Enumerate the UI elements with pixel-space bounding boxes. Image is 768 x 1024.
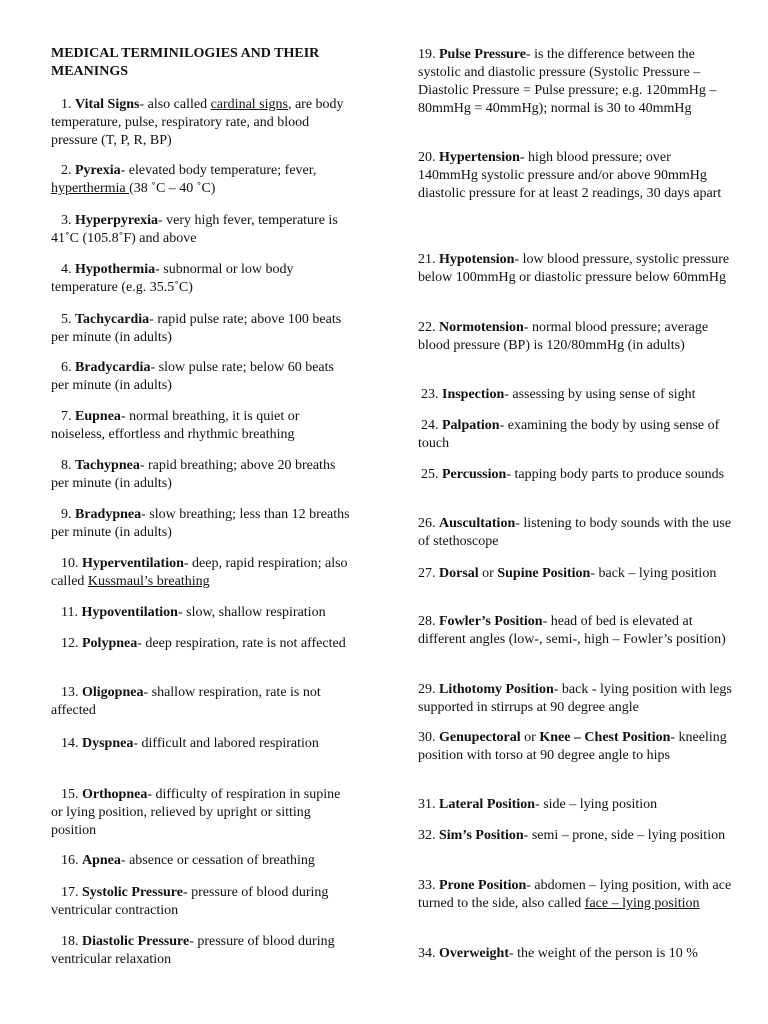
entry-term: Bradycardia <box>75 360 151 375</box>
entry-term: Normotension <box>439 320 524 335</box>
entry-term: Dyspnea <box>82 736 134 751</box>
glossary-entry-20 <box>418 149 734 203</box>
glossary-entry-32 <box>418 827 734 845</box>
glossary-entry-21 <box>418 251 734 287</box>
entry-definition: - normal blood pressure; average blood pressure (BP) is 120/80mmHg (in adults) <box>418 320 709 353</box>
entry-term: Hypertension <box>439 150 520 165</box>
glossary-entry-31 <box>418 796 734 814</box>
glossary-entry-33 <box>418 877 734 913</box>
entry-term: Oligopnea <box>82 685 144 700</box>
entry-number: 14. <box>61 736 79 751</box>
entry-term: Supine Position <box>497 566 591 581</box>
entry-definition: - slow, shallow respiration <box>177 605 326 620</box>
entry-definition: - abdomen – lying position, with ace turned to the side, also called <box>418 878 732 911</box>
entry-synonym: face – lying position <box>584 896 700 911</box>
entry-term: Pyrexia <box>75 163 121 178</box>
entry-term: Apnea <box>82 853 121 868</box>
entry-number: 23. <box>421 387 439 402</box>
entry-definition: - assessing by using sense of sight <box>504 387 696 402</box>
entry-term: Sim’s Position <box>439 828 524 843</box>
entry-number: 17. <box>61 885 79 900</box>
entry-number: 22. <box>418 320 436 335</box>
entry-definition: - listening to body sounds with the use of stethoscope <box>418 516 732 549</box>
entry-definition: (38 ˚C – 40 ˚C) <box>129 181 216 196</box>
entry-definition: - high blood pressure; over 140mmHg systolic pressure and/or above 90mmHg diastolic pressure for at least 2 readings, 30 days apart <box>418 150 722 201</box>
glossary-entry-9 <box>51 506 351 542</box>
entry-definition: - normal breathing, it is quiet or noiseless, effortless and rhythmic breathing <box>51 409 300 442</box>
glossary-entry-28 <box>418 613 734 649</box>
entry-number: 20. <box>418 150 436 165</box>
entry-definition: - tapping body parts to produce sounds <box>506 467 725 482</box>
entry-number: 21. <box>418 252 436 267</box>
entry-number: 4. <box>61 262 72 277</box>
entry-synonym: cardinal signs <box>210 97 288 112</box>
entry-synonym: hyperthermia <box>51 181 130 196</box>
entry-number: 16. <box>61 853 79 868</box>
entry-definition: - kneeling position with torso at 90 degree angle to hips <box>418 730 727 763</box>
glossary-entry-15 <box>51 786 351 840</box>
entry-term: Hyperventilation <box>82 556 184 571</box>
entry-term: Systolic Pressure <box>82 885 183 900</box>
entry-term: Tachycardia <box>75 312 150 327</box>
entry-definition: - deep respiration, rate is not affected <box>137 636 346 651</box>
entry-term: Knee – Chest Position <box>539 730 671 745</box>
glossary-entry-25 <box>418 466 734 484</box>
entry-definition: - very high fever, temperature is 41˚C (105.8˚F) and above <box>51 213 338 246</box>
entry-number: 26. <box>418 516 436 531</box>
entry-definition: - examining the body by using sense of touch <box>418 418 720 451</box>
entry-definition: - rapid breathing; above 20 breaths per minute (in adults) <box>51 458 336 491</box>
entry-definition: - low blood pressure, systolic pressure below 100mmHg or diastolic pressure below 60mmHg <box>418 252 730 285</box>
entry-definition: - elevated body temperature; fever, <box>120 163 317 178</box>
glossary-entry-7 <box>51 408 351 444</box>
entry-number: 10. <box>61 556 79 571</box>
entry-number: 24. <box>421 418 439 433</box>
entry-number: 7. <box>61 409 72 424</box>
entry-definition: - slow pulse rate; below 60 beats per minute (in adults) <box>51 360 334 393</box>
entry-number: 31. <box>418 797 436 812</box>
entry-synonym: Kussmaul’s breathing <box>87 574 210 589</box>
glossary-entry-6 <box>51 359 351 395</box>
entry-definition: - side – lying position <box>535 797 658 812</box>
entry-term: Vital Signs <box>75 97 140 112</box>
glossary-entry-30 <box>418 729 734 765</box>
entry-term: Diastolic Pressure <box>82 934 190 949</box>
entry-definition: - subnormal or low body temperature (e.g. 35.5˚C) <box>51 262 294 295</box>
entry-definition: or <box>520 730 540 745</box>
entry-number: 34. <box>418 946 436 961</box>
entry-term: Overweight <box>439 946 509 961</box>
entry-number: 25. <box>421 467 439 482</box>
entry-term: Auscultation <box>439 516 516 531</box>
entry-number: 6. <box>61 360 72 375</box>
entry-term: Orthopnea <box>82 787 148 802</box>
glossary-entry-1 <box>51 96 351 150</box>
entry-number: 1. <box>61 97 72 112</box>
entry-term: Polypnea <box>82 636 138 651</box>
entry-number: 33. <box>418 878 436 893</box>
entry-term: Eupnea <box>75 409 121 424</box>
entry-number: 27. <box>418 566 436 581</box>
entry-definition: - difficulty of respiration in supine or lying position, relieved by upright or sitting position <box>51 787 341 838</box>
glossary-entry-4 <box>51 261 351 297</box>
entry-term: Prone Position <box>439 878 527 893</box>
document-title: MEDICAL TERMINILOGIES AND THEIR MEANINGS <box>51 46 320 79</box>
glossary-entry-22 <box>418 319 734 355</box>
glossary-entry-12 <box>51 635 351 653</box>
entry-term: Inspection <box>442 387 505 402</box>
glossary-entry-5 <box>51 311 351 347</box>
glossary-entry-34 <box>418 945 734 963</box>
glossary-entry-16 <box>51 852 351 870</box>
entry-definition: - slow breathing; less than 12 breaths per minute (in adults) <box>51 507 350 540</box>
entry-term: Hypothermia <box>75 262 156 277</box>
glossary-entry-29 <box>418 681 734 717</box>
entry-term: Bradypnea <box>75 507 142 522</box>
entry-definition: - semi – prone, side – lying position <box>523 828 726 843</box>
glossary-entry-14 <box>51 735 351 753</box>
entry-term: Tachypnea <box>75 458 140 473</box>
entry-term: Dorsal <box>439 566 479 581</box>
glossary-entry-18 <box>51 933 351 969</box>
entry-term: Palpation <box>442 418 500 433</box>
glossary-entry-11 <box>51 604 351 622</box>
glossary-entry-13 <box>51 684 351 720</box>
glossary-entry-19 <box>418 46 734 118</box>
entry-number: 13. <box>61 685 79 700</box>
entry-term: Lateral Position <box>439 797 536 812</box>
entry-definition: - deep, rapid respiration; also called <box>51 556 348 589</box>
entry-definition: - pressure of blood during ventricular relaxation <box>51 934 335 967</box>
glossary-entry-10 <box>51 555 351 591</box>
entry-definition: - difficult and labored respiration <box>133 736 319 751</box>
glossary-entry-3 <box>51 212 351 248</box>
entry-term: Hypotension <box>439 252 515 267</box>
entry-definition: - head of bed is elevated at different angles (low-, semi-, high – Fowler’s position) <box>418 614 726 647</box>
glossary-entry-17 <box>51 884 351 920</box>
entry-definition: - back – lying position <box>590 566 717 581</box>
entry-number: 15. <box>61 787 79 802</box>
entry-number: 8. <box>61 458 72 473</box>
entry-number: 2. <box>61 163 72 178</box>
entry-number: 9. <box>61 507 72 522</box>
entry-term: Hypoventilation <box>81 605 178 620</box>
entry-number: 30. <box>418 730 436 745</box>
entry-number: 3. <box>61 213 72 228</box>
entry-term: Genupectoral <box>439 730 521 745</box>
entry-number: 32. <box>418 828 436 843</box>
entry-term: Lithotomy Position <box>439 682 554 697</box>
entry-definition: - absence or cessation of breathing <box>120 853 315 868</box>
entry-number: 29. <box>418 682 436 697</box>
entry-number: 28. <box>418 614 436 629</box>
glossary-entry-24 <box>418 417 734 453</box>
entry-definition: - the weight of the person is 10 % <box>508 946 698 961</box>
entry-number: 18. <box>61 934 79 949</box>
entry-number: 12. <box>61 636 79 651</box>
entry-definition: , are body temperature, pulse, respiratory rate, and blood pressure (T, P, R, BP) <box>51 97 344 148</box>
entry-number: 5. <box>61 312 72 327</box>
glossary-entry-2 <box>51 162 351 198</box>
entry-number: 19. <box>418 47 436 62</box>
entry-definition: - is the difference between the systolic and diastolic pressure (Systolic Pressure – Diastolic Pressure = Pulse pressure; e.g. 120mmHg – 80mmHg = 40mmHg); normal is 30 to 40mmHg <box>418 47 717 116</box>
entry-definition: - rapid pulse rate; above 100 beats per minute (in adults) <box>51 312 342 345</box>
entry-definition: - pressure of blood during ventricular contraction <box>51 885 329 918</box>
glossary-entry-8 <box>51 457 351 493</box>
glossary-entry-23 <box>418 386 734 404</box>
entry-definition: or <box>478 566 498 581</box>
entry-term: Hyperpyrexia <box>75 213 158 228</box>
entry-term: Pulse Pressure <box>439 47 526 62</box>
entry-term: Fowler’s Position <box>439 614 543 629</box>
entry-term: Percussion <box>442 467 507 482</box>
entry-number: 11. <box>61 605 78 620</box>
entry-definition: - back - lying position with legs supported in stirrups at 90 degree angle <box>418 682 732 715</box>
entry-definition: - also called <box>139 97 211 112</box>
entry-definition: - shallow respiration, rate is not affected <box>51 685 321 718</box>
glossary-entry-26 <box>418 515 734 551</box>
glossary-entry-27 <box>418 565 734 583</box>
